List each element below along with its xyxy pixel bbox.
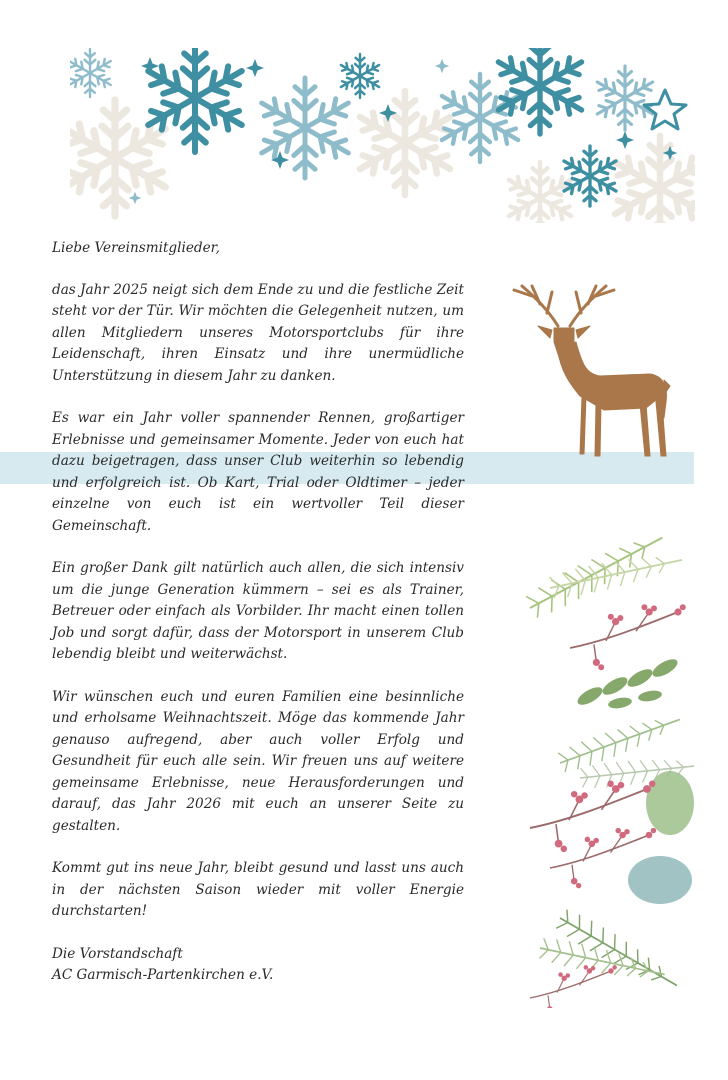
snowflake-banner <box>70 48 695 223</box>
winter-foliage-illustration <box>520 528 694 1008</box>
letter-paragraph: Es war ein Jahr voller spannender Rennen, großartiger Erlebnisse und gemeinsamer Momente. Jeder von euch hat dazu beigetragen, dass unser Club weiterhin so lebendig und erfolgreich ist. Ob Kart, Trial oder Oldtimer – jeder einzelne von euch ist ein wertvoller Teil dieser Gemeinschaft. <box>52 410 464 534</box>
letter-paragraph: Kommt gut ins neue Jahr, bleibt gesund und lasst uns auch in der nächsten Saison wieder mit voller Energie durchstarten! <box>52 860 464 919</box>
letter-paragraph: Ein großer Dank gilt natürlich auch allen, die sich intensiv um die junge Generation kümmern – sei es als Trainer, Betreuer oder einfach als Vorbilder. Ihr macht einen tollen Job und sorgt dafür, dass der Motorsport in unserem Club lebendig bleibt und weiterwächst. <box>52 560 464 662</box>
signature-club: AC Garmisch-Partenkirchen e.V. <box>52 967 274 983</box>
signature-board: Die Vorstandschaft <box>52 945 183 962</box>
letter-body <box>52 238 464 987</box>
salutation: Liebe Vereinsmitglieder, <box>52 240 220 256</box>
deer-icon <box>500 268 695 488</box>
letter-paragraph: Wir wünschen euch und euren Familien eine besinnliche und erholsame Weihnachtszeit. Möge das kommende Jahr genauso aufregend, aber auch voller Erfolg und Gesundheit für euch alle sein. Wir freuen uns auf weitere gemeinsame Erlebnisse, neue Herausforderungen und darauf, das Jahr 2026 mit euch an unserer Seite zu gestalten. <box>52 688 464 834</box>
letter-paragraph: das Jahr 2025 neigt sich dem Ende zu und die festliche Zeit steht vor der Tür. Wir möchten die Gelegenheit nutzen, um allen Mitgliedern unseres Motorsportclubs für ihre Leidenschaft, ihren Einsatz und ihre unermüdliche Unterstützung in diesem Jahr zu danken. <box>52 281 464 384</box>
